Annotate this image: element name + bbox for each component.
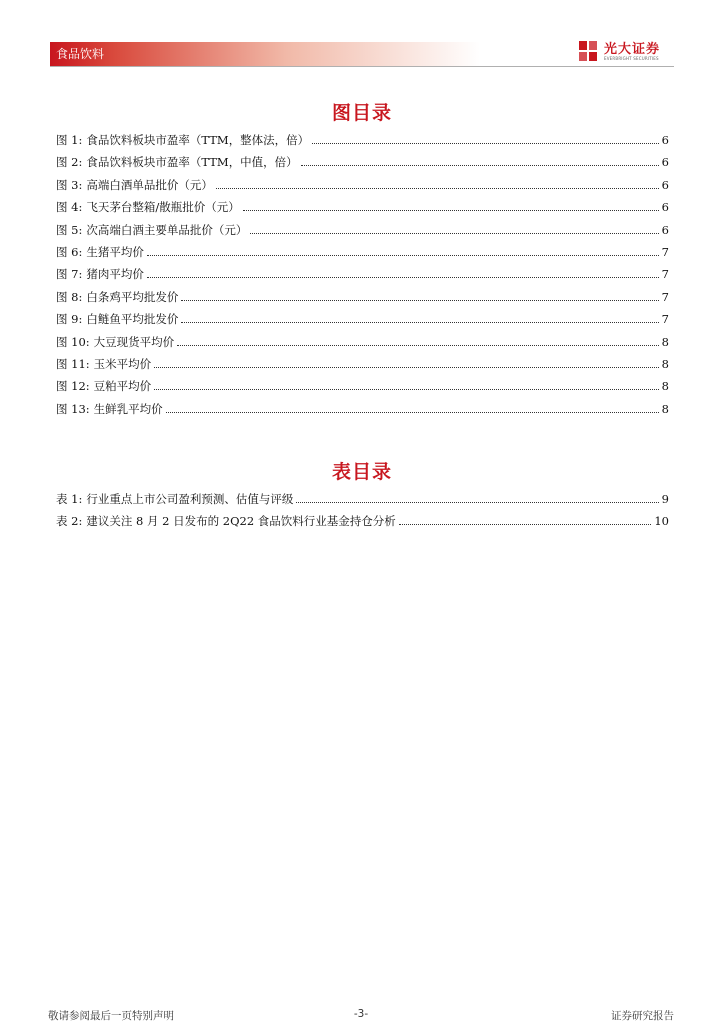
toc-dot-leader: [399, 524, 652, 525]
toc-entry-title[interactable]: 食品饮料板块市盈率（TTM，中值，倍）: [86, 155, 298, 170]
toc-entry-label: 图 1:: [56, 133, 83, 147]
toc-entry-title[interactable]: 行业重点上市公司盈利预测、估值与评级: [86, 492, 294, 506]
figure-toc-entry[interactable]: [56, 400, 669, 422]
table-toc-entry[interactable]: [56, 512, 669, 534]
footer-doc-type: 证券研究报告: [611, 1010, 674, 1022]
toc-page-number: 7: [661, 244, 669, 259]
toc-entry-label: 图 8:: [56, 289, 83, 304]
toc-dot-leader: [301, 165, 659, 166]
toc-page-number: 6: [661, 177, 669, 192]
toc-entry-title[interactable]: 飞天茅台整箱/散瓶批价（元）: [86, 200, 240, 215]
toc-page-number: 7: [661, 267, 669, 282]
toc-page-number: 7: [661, 312, 669, 327]
toc-page-number: 8: [661, 379, 669, 394]
toc-page-number: 8: [661, 356, 669, 371]
toc-entry-title[interactable]: 食品饮料板块市盈率（TTM，整体法，倍）: [86, 133, 310, 147]
toc-entry-label: 表 1:: [56, 492, 83, 506]
figure-toc-entry[interactable]: [56, 288, 669, 310]
toc-entry-label: 图 10:: [56, 334, 90, 349]
toc-page-number: 6: [661, 155, 669, 170]
figure-toc-entry[interactable]: [56, 243, 669, 265]
tables-toc: [56, 490, 669, 535]
toc-entry-title[interactable]: 建议关注 8 月 2 日发布的 2Q22 食品饮料行业基金持仓分析: [86, 514, 396, 529]
figure-toc-entry[interactable]: [56, 377, 669, 399]
toc-page-number: 9: [661, 492, 669, 506]
toc-dot-leader: [147, 277, 659, 278]
header-band: [50, 42, 480, 66]
page-header: [50, 42, 674, 66]
toc-page-number: 10: [654, 514, 669, 529]
toc-entry-title[interactable]: 豆粕平均价: [93, 379, 152, 394]
page-footer: [48, 1006, 674, 1024]
toc-dot-leader: [154, 367, 659, 368]
figure-toc-entry[interactable]: [56, 198, 669, 220]
toc-entry-title[interactable]: 高端白酒单品批价（元）: [86, 177, 213, 192]
toc-entry-label: 图 3:: [56, 177, 83, 192]
toc-entry-label: 图 5:: [56, 222, 83, 237]
toc-entry-title[interactable]: 大豆现货平均价: [93, 334, 175, 349]
toc-page-number: 6: [661, 200, 669, 215]
toc-page-number: 8: [661, 334, 669, 349]
toc-dot-leader: [154, 389, 659, 390]
toc-entry-label: 图 13:: [56, 401, 90, 416]
toc-page-number: 7: [661, 289, 669, 304]
toc-entry-title[interactable]: 次高端白酒主要单品批价（元）: [86, 222, 248, 237]
figures-list-title: 图目录: [331, 102, 392, 124]
toc-entry-title[interactable]: 生猪平均价: [86, 244, 144, 259]
toc-dot-leader: [147, 255, 659, 256]
figure-toc-entry[interactable]: [56, 265, 669, 287]
footer-disclaimer: 敬请参阅最后一页特别声明: [48, 1010, 174, 1022]
figure-toc-entry[interactable]: [56, 131, 669, 153]
figure-toc-entry[interactable]: [56, 176, 669, 198]
toc-entry-label: 图 2:: [56, 155, 83, 170]
toc-entry-label: 表 2:: [56, 514, 83, 529]
toc-entry-title[interactable]: 白鲢鱼平均批发价: [86, 312, 179, 327]
toc-entry-title[interactable]: 玉米平均价: [93, 356, 152, 371]
toc-entry-title[interactable]: 生鲜乳平均价: [93, 401, 163, 416]
figure-toc-entry[interactable]: [56, 355, 669, 377]
tables-list-title: 表目录: [331, 461, 392, 483]
toc-dot-leader: [243, 210, 659, 211]
toc-dot-leader: [166, 412, 659, 413]
toc-dot-leader: [216, 188, 659, 189]
toc-dot-leader: [181, 300, 658, 301]
table-toc-entry[interactable]: [56, 490, 669, 512]
toc-entry-title[interactable]: 猪肉平均价: [86, 267, 144, 282]
header-section-name: 食品饮料: [56, 47, 105, 61]
toc-dot-leader: [250, 233, 658, 234]
toc-entry-label: 图 4:: [56, 200, 83, 215]
toc-entry-title[interactable]: 白条鸡平均批发价: [86, 289, 179, 304]
toc-entry-label: 图 7:: [56, 267, 83, 282]
toc-page-number: 6: [661, 133, 669, 147]
toc-dot-leader: [181, 322, 658, 323]
toc-entry-label: 图 6:: [56, 244, 83, 259]
logo-name: 光大证券: [604, 42, 661, 57]
figure-toc-entry[interactable]: [56, 310, 669, 332]
toc-dot-leader: [296, 502, 658, 503]
figure-toc-entry[interactable]: [56, 221, 669, 243]
figures-toc: [56, 131, 669, 422]
logo-english-name: EVERBRIGHT SECURITIES: [604, 56, 659, 61]
toc-dot-leader: [312, 143, 658, 144]
everbright-logo-icon: [578, 40, 598, 62]
figure-toc-entry[interactable]: [56, 333, 669, 355]
footer-page-number: -3-: [353, 1008, 369, 1020]
toc-page-number: 8: [661, 401, 669, 416]
toc-dot-leader: [177, 345, 659, 346]
toc-entry-label: 图 11:: [56, 356, 90, 371]
toc-entry-label: 图 12:: [56, 379, 90, 394]
header-rule: [50, 66, 674, 67]
toc-page-number: 6: [661, 222, 669, 237]
company-logo: [578, 38, 674, 66]
toc-entry-label: 图 9:: [56, 312, 83, 327]
figure-toc-entry[interactable]: [56, 153, 669, 175]
